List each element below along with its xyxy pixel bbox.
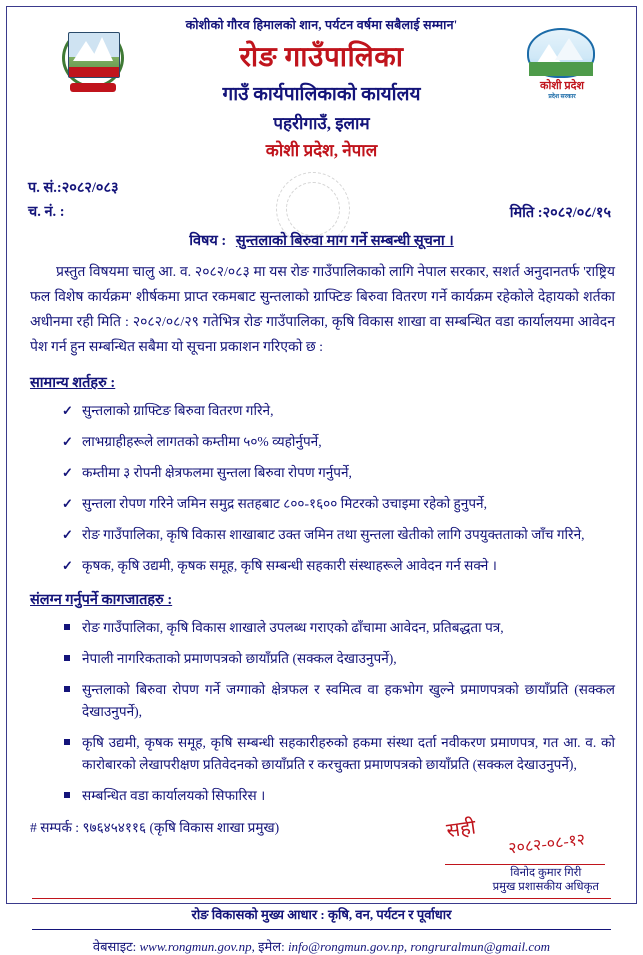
condition-text: रोङ गाउँपालिका, कृषि विकास शाखाबाट उक्त जमिन तथा सुन्तला खेतीको लागि उपयुक्तताको जाँच गरिने, (82, 527, 585, 542)
chalani-number: च. नं. : (28, 204, 65, 220)
signatory-name: विनोद कुमार गिरी (510, 867, 582, 879)
conditions-list (18, 400, 625, 577)
handwritten-signature: सही (445, 816, 478, 843)
document-text: सम्बन्धित वडा कार्यालयको सिफारिस । (82, 788, 266, 803)
logo-province-label: कोशी प्रदेश (540, 80, 584, 92)
check-icon: ✓ (62, 434, 73, 449)
patra-sankhya: प. सं.:२०८२/०८३ (28, 180, 119, 196)
subject-label: विषय : (189, 233, 227, 249)
list-item (62, 555, 615, 577)
square-bullet-icon (64, 739, 70, 745)
document-content (18, 12, 625, 955)
subject-text: सुन्तलाको बिरुवा माग गर्ने सम्बन्धी सूचना । (235, 233, 454, 249)
list-item (62, 679, 615, 723)
check-icon: ✓ (62, 558, 73, 573)
condition-text: लाभग्राहीहरूले लागतको कम्तीमा ५०% व्यहोर्नुपर्ने, (82, 434, 322, 449)
check-icon: ✓ (62, 403, 73, 418)
list-item (62, 462, 615, 484)
document-text: रोङ गाउँपालिका, कृषि विकास शाखाले उपलब्ध गराएको ढाँचामा आवेदन, प्रतिबद्धता पत्र, (82, 620, 504, 635)
email-label: इमेल: (258, 939, 285, 954)
list-item (62, 617, 615, 639)
list-item (62, 732, 615, 776)
website-url[interactable]: www.rongmun.gov.np, (139, 939, 255, 954)
signatory (493, 866, 599, 894)
condition-text: कम्तीमा ३ रोपनी क्षेत्रफलमा सुन्तला बिरुवा रोपण गर्नुपर्ने, (82, 465, 352, 480)
logo-province-sublabel: प्रदेश सरकार (548, 94, 576, 100)
reference-block (18, 176, 625, 226)
contact-line: # सम्पर्क : ९७६४५४११६ (कृषि विकास शाखा प्रमुख) (30, 820, 280, 835)
office-location: पहरीगाउँ, इलाम (273, 114, 370, 133)
square-bullet-icon (64, 624, 70, 630)
nepal-emblem-icon (62, 26, 124, 90)
document-text: नेपाली नागरिकताको प्रमाणपत्रको छायाँप्रति (सक्कल देखाउनुपर्ने), (82, 651, 397, 666)
documents-heading: संलग्न गर्नुपर्ने कागजातहरु : (30, 592, 173, 608)
condition-text: सुन्तलाको ग्राफ्टिङ बिरुवा वितरण गरिने, (82, 403, 274, 418)
body-paragraph-text: प्रस्तुत विषयमा चालु आ. व. २०८२/०८३ मा यस रोङ गाउँपालिकाको लागि नेपाल सरकार, सशर्त अनुदानतर्फ 'राष्ट्रिय फल विशेष कार्यक्रम' शीर्षकमा प्राप्त रकमबाट सुन्तलाको ग्राफ्टिङ बिरुवा वितरण गर्ने कार्यक्रम रहेकोले देहायको शर्तका अधीनमा रही मिति : २०८२/०८/२९ गतेभित्र रोङ गाउँपालिका, कृषि विकास शाखा वा सम्बन्धित वडा कार्यालयमा आवेदन पेश गर्न हुन सम्बन्धित सबैमा यो सूचना प्रकाशन गरिएको छ : (30, 265, 615, 355)
square-bullet-icon (64, 686, 70, 692)
reference-numbers (28, 176, 119, 224)
signatory-post: प्रमुख प्रशासकीय अधिकृत (492, 881, 599, 893)
list-item (62, 400, 615, 422)
office-stamp (276, 172, 350, 246)
footer-slogan: रोङ विकासको मुख्य आधार : कृषि, वन, पर्यटन र पूर्वाधार (191, 907, 452, 922)
list-item (62, 524, 615, 546)
list-item (62, 493, 615, 515)
conditions-heading: सामान्य शर्तहरु : (30, 375, 116, 391)
email-primary[interactable]: info@rongmun.gov.np, (287, 939, 408, 954)
footer-contact (18, 937, 625, 955)
check-icon: ✓ (62, 465, 73, 480)
header-slogan: कोशीको गौरव हिमालको शान, पर्यटन वर्षमा सबैलाई सम्मान' (185, 18, 458, 32)
document-text: सुन्तलाको बिरुवा रोपण गर्ने जग्गाको क्षेत्रफल र स्वमित्व वा हकभोग खुल्ने प्रमाणपत्रको छायाँप्रति (सक्कल देखाउनुपर्ने), (82, 682, 615, 719)
office-name: गाउँ कार्यपालिकाको कार्यालय (222, 84, 421, 105)
list-item (62, 648, 615, 670)
condition-text: सुन्तला रोपण गरिने जमिन समुद्र सतहबाट ८००-१६०० मिटरको उचाइमा रहेको हुनुपर्ने, (82, 496, 487, 511)
office-province: कोशी प्रदेश, नेपाल (265, 141, 378, 160)
document-text: कृषि उद्यमी, कृषक समूह, कृषि सम्बन्धी सहकारीहरुको हकमा संस्था दर्ता नवीकरण प्रमाणपत्र, गत आ. व. को कारोबारको लेखापरीक्षण प्रतिवेदनको छायाँप्रति र करचुक्ता प्रमाणपत्रको छायाँप्रति (सक्कल देखाउनुपर्ने), (82, 735, 615, 772)
square-bullet-icon (64, 792, 70, 798)
signature-rule (445, 864, 605, 865)
footer-divider-top (32, 898, 611, 899)
footer-divider-bottom (32, 929, 611, 930)
letter-date: मिति :२०८२/०८/१५ (509, 205, 611, 221)
letterhead (18, 12, 625, 174)
body-paragraph (18, 260, 625, 360)
check-icon: ✓ (62, 527, 73, 542)
email-secondary[interactable]: rongruralmun@gmail.com (410, 939, 551, 954)
website-label: वेबसाइट: (92, 939, 137, 954)
handwritten-date: २०८२-०८-१२ (507, 831, 586, 858)
documents-list (18, 617, 625, 807)
koshi-pradesh-logo-icon (521, 28, 603, 108)
square-bullet-icon (64, 655, 70, 661)
condition-text: कृषक, कृषि उद्यमी, कृषक समूह, कृषि सम्बन्धी सहकारी संस्थाहरूले आवेदन गर्न सक्ने । (82, 558, 497, 573)
list-item (62, 431, 615, 453)
organization-name: रोङ गाउँपालिका (239, 42, 404, 73)
check-icon: ✓ (62, 496, 73, 511)
